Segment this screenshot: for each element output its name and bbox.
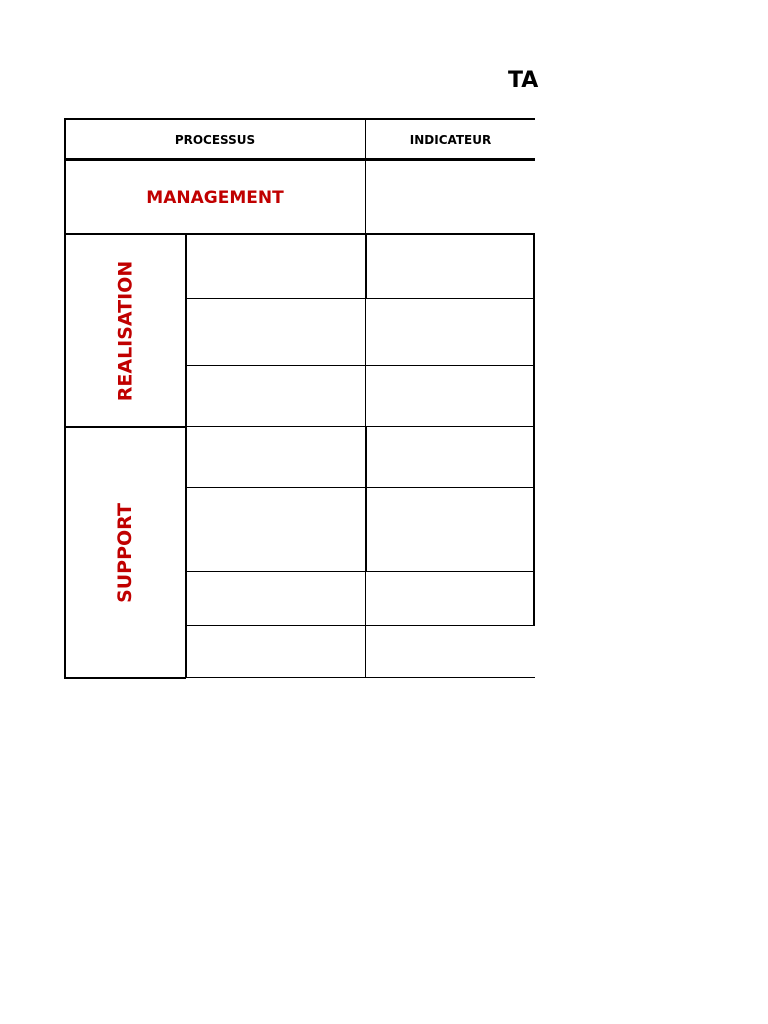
row-divider (186, 487, 535, 488)
group-support-label: SUPPORT (113, 503, 136, 603)
group-realisation (65, 236, 185, 426)
row-divider (186, 571, 535, 572)
table-border-bottom (64, 677, 186, 679)
column-divider-thick (365, 427, 367, 572)
column-divider (365, 118, 366, 678)
header-processus: PROCESSUS (174, 133, 256, 147)
row-divider (186, 625, 535, 626)
group-column-divider (185, 234, 187, 678)
header-indicateur: INDICATEUR (409, 133, 492, 147)
management-divider (64, 233, 535, 235)
column-divider-thick (365, 234, 367, 299)
table-border-left (64, 118, 66, 679)
management-indicator-cell (367, 162, 534, 234)
table-row (186, 235, 535, 299)
table-border-right (533, 234, 535, 626)
group-realisation-label: REALISATION (114, 260, 136, 402)
table-row (186, 300, 535, 365)
row-divider (186, 426, 535, 427)
row-divider (186, 298, 535, 299)
table-row (186, 427, 535, 487)
document-title: TA (508, 68, 539, 93)
header-divider (64, 158, 535, 161)
group-management-label: MANAGEMENT (146, 188, 284, 208)
table-row (186, 366, 535, 426)
table-border-top (64, 118, 535, 120)
table-row (186, 626, 535, 677)
table-border-bottom (186, 677, 535, 678)
row-divider (186, 365, 535, 366)
group-support (65, 428, 185, 678)
table-row (186, 572, 535, 625)
group-divider (64, 426, 186, 428)
table-row (186, 488, 535, 571)
